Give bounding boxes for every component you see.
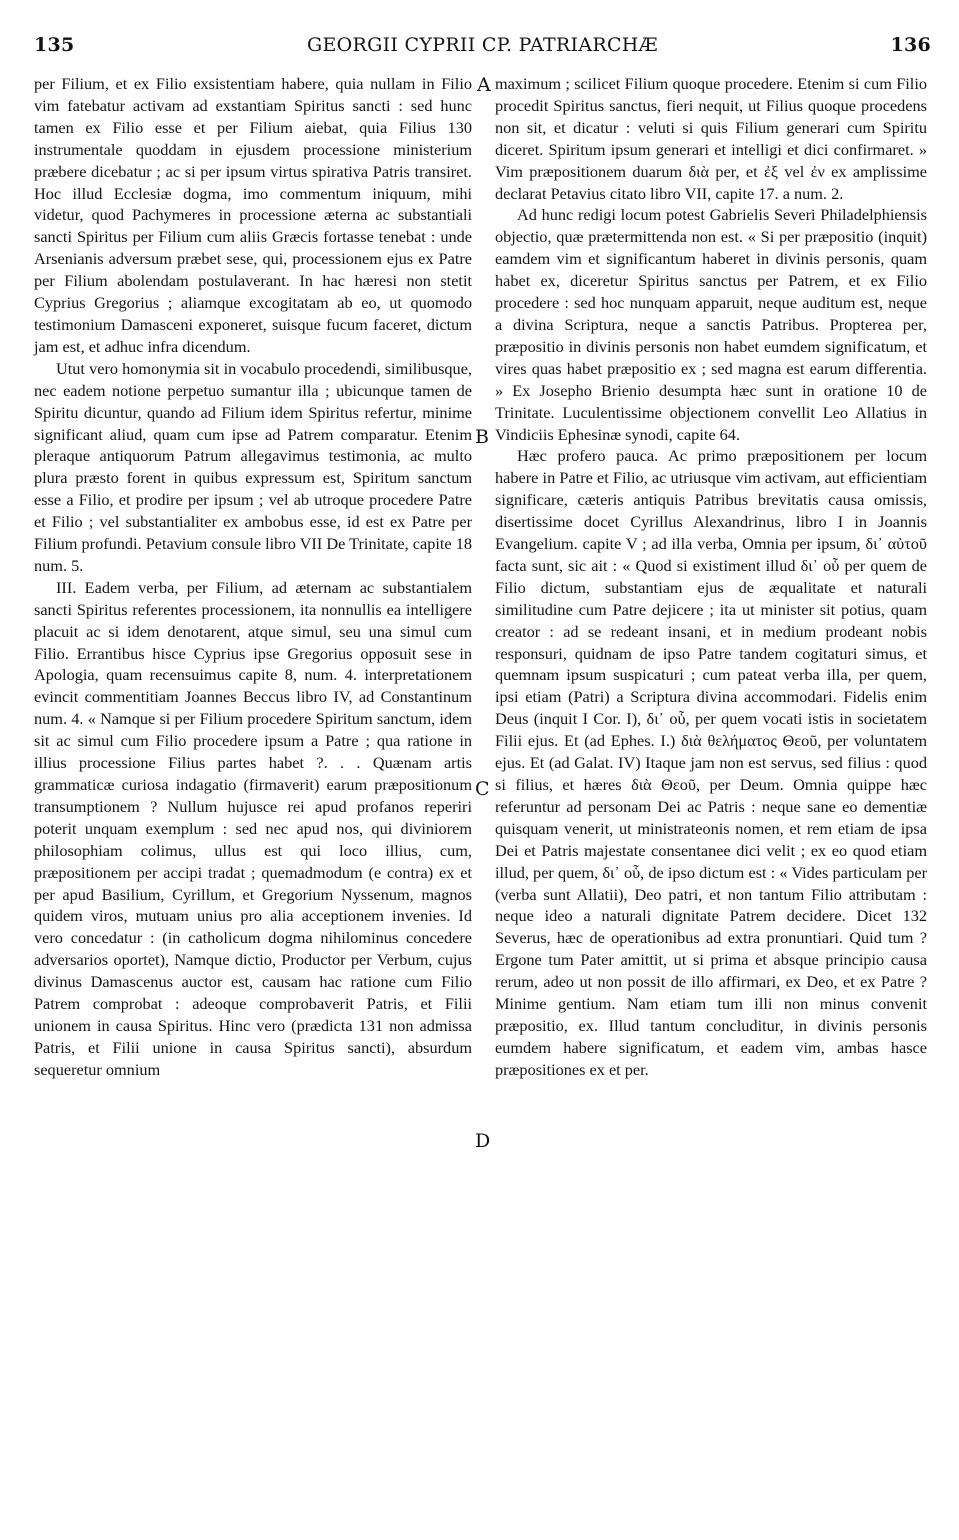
running-title: GEORGII CYPRII CP. PATRIARCHÆ <box>307 34 658 56</box>
left-paragraph-1: per Filium, et ex Filio exsistentiam habere, quia nullam in Filio vim fatebatur activam ad exstantiam Spiritus sancti : sed hunc tamen ex Filio esse et per Filium aiebat, quia Filius 130 instrumentale quoddam in ejusdem processione ministerium præbere dicebatur ; ac si per ipsum virtus spirativa Patris transiret. Hoc illud Ecclesiæ dogma, imo commentum iniquum, mihi videtur, quod Pachymeres in processione æterna ac substantiali sancti Spiritus per Filium cum aliis Græcis fortasse tenebat : unde Arsenianis adversum præbet sese, qui, processionem ejus ex Patre per Filium abolendam postulaverant. In hac hæresi non stetit Cyprius Gregorius ; aliamque excogitatam ab eo, ut quomodo testimonium Damasceni exponeret, suisque fucum faceret, dictum jam est, et adhuc infra dicendum. <box>34 74 472 356</box>
left-column <box>34 73 472 1081</box>
right-column <box>495 73 927 1081</box>
right-paragraph-2: Ad hunc redigi locum potest Gabrielis Severi Philadelphiensis objectio, quæ prætermittenda non est. « Si per præpositio (inquit) eamdem vim et significantum haberet in divinis personis, quam habet ex, diceretur Spiritus sanctus per Patrem, et ex Filio procedere : sed hoc nunquam apparuit, neque auditum est, neque a divina Scriptura, neque a sanctis Patribus. Propterea per, præpositio in divinis personis non habet eumdem significatum, et vires quas habet præpositio ex ; sed magna est earum differentia. » Ex Josepho Brienio desumpta hæc sunt in oratione 10 de Trinitate. Luculentissime objectionem convellit Leo Allatius in Vindiciis Ephesinæ synodi, capite 64. <box>495 205 927 444</box>
right-paragraph-3: Hæc profero pauca. Ac primo præpositionem per locum habere in Patre et Filio, ac utriusque vim activam, aut efficientiam significare, cæteris antiquis Patribus brevitatis causa omissis, disertissime docet Cyrillus Alexandrinus, libro I in Joannis Evangelium. capite V ; ad illa verba, Omnia per ipsum, δι᾽ αὐτοῦ facta sunt, sic ait : « Quod si existiment illud δι᾽ οὗ per quem de Filio dictum, substantiam ejus de æqualitate et naturali similitudine cum Patre dejicere ; ita ut minister sit potius, quam creator : ad se redeant insani, et in medium prodeant nobis responsuri, quidnam de ipso Patre tandem cogitaturi simus, et quemnam ipsum suspicaturi ; cum pateat verba illa, per quem, ipsi etiam (Patri) a Scriptura divina accommodari. Fidelis enim Deus (inquit I Cor. I), δι᾽ οὗ, per quem vocati istis in societatem Filii ejus. Et (ad Ephes. I.) διὰ θελήματος Θεοῦ, per voluntatem ejus. Et (ad Galat. IV) Itaque jam non est servus, sed filius : quod si filius, et hæres διὰ Θεοῦ, per Deum. Omnia quippe hæc referuntur ad personam Dei ac Patris : neque sane eo dementiæ quisquam venerit, ut ministrateonis nomen, et rem etiam de ipsa Dei et Patris majestate consentanee dici velit ; ex eo quod etiam illud, per quem, δι᾽ οὗ, de ipso dictum est : « Vides particulam per (verba sunt Allatii), Deo patri, et non tantum Filio attributam : neque ideo a naturali dignitate Patrem decidere. Dicet 132 Severus, hæc de operationibus ad extra pronuntiari. Quid tum ? Ergone tum Pater amittit, ut si prima et absque principio causa rerum, adeo ut non possit de illo affirmari, ex Deo, et ex Patre ?Minime gentium. Nam etiam tum illi non minus convenit præpositio, ex. Illud tantum concluditur, in divinis personis eumdem habere significatum, et eadem vim, ambas hasce præpositiones ex et per. <box>495 446 927 1079</box>
page-number-left: 135 <box>34 34 75 56</box>
page-header <box>34 34 931 62</box>
margin-letter-b: B <box>475 426 489 448</box>
page-number-right: 136 <box>890 34 931 56</box>
margin-letter-a: A <box>477 74 491 96</box>
left-paragraph-2: Utut vero homonymia sit in vocabulo procedendi, similibusque, nec eadem notione perpetuo sumantur illa ; ubicunque tamen de Spiritu dicuntur, quando ad Filium idem Spiritus refertur, minime significant aliud, quam cum ipse ad Patrem comparatur. Etenim pleraque antiquorum Patrum allegavimus testimonia, ac multo plura præsto forent in quibus expressum est, Spiritum sanctum esse a Filio, et prodire per ipsum ; vel ab utroque procedere Patre et Filio ; vel substantialiter ex ambobus esse, id est ex Patre per Filium profundi. Petavium consule libro VII De Trinitate, capite 18 num. 5. <box>34 358 472 575</box>
margin-letter-d: D <box>475 1130 491 1152</box>
margin-letter-c: C <box>475 778 490 800</box>
left-paragraph-3: III. Eadem verba, per Filium, ad æternam ac substantialem sancti Spiritus referentes processionem, ita nonnullis ea intelligere placuit ac si idem denotarent, atque simul, seu una simul cum Filio. Errantibus hisce Cyprius ipse Gregorius opposuit sese in Apologia, quam recensuimus capite 8, num. 4. interpretationem evincit commentitiam Joannes Beccus libro IV, ad Constantinum num. 4. « Namque si per Filium procedere Spiritum sanctum, idem sit ac simul cum Filio procedere ipsum a Patre ; qua ratione in illius processione Filius partes habet ?. . . Quænam artis grammaticæ curiosa indagatio (firmaverit) earum præpositionum transumptionem ? Nullum hujusce rei apud profanos reperiri poterit unquam exemplum : sed nec apud nos, qui diviniorem philosophiam colimus, ullus est qui loco illius, cum, præpositionem per accipi tradat ; quemadmodum (e contra) ex et per apud Basilium, Cyrillum, et Gregorium Nyssenum, magnos quidem viros, mutuam unius pro alia acceptionem invenies. Id vero concedatur : (in catholicum dogma nihilominus concedere adversarios oportet), Namque dictio, Productor per Verbum, cujus divinus Damascenus auctor est, causam hac ratione cum Filio Patrem comprobat : adeoque comprobaverit Patris, et Filii unionem in causa Spiritus. Hinc vero (prædicta 131 non admissa Patris, et Filii unione in causa Spiritus sancti), absurdum sequeretur omnium <box>34 577 472 1079</box>
right-paragraph-1: maximum ; scilicet Filium quoque procedere. Etenim si cum Filio procedit Spiritus sanctus, fieri nequit, ut Filius quoque procedens non sit, et dicatur : veluti si quis Filium generari cum Spiritu diceret. Spiritum ipsum generari et intelligi et dici confirmaret. » Vim præpositionem duarum διὰ per, et ἐξ vel ἐν ex amplissime declarat Petavius citato libro VII, capite 17. a num. 2. <box>495 74 927 203</box>
